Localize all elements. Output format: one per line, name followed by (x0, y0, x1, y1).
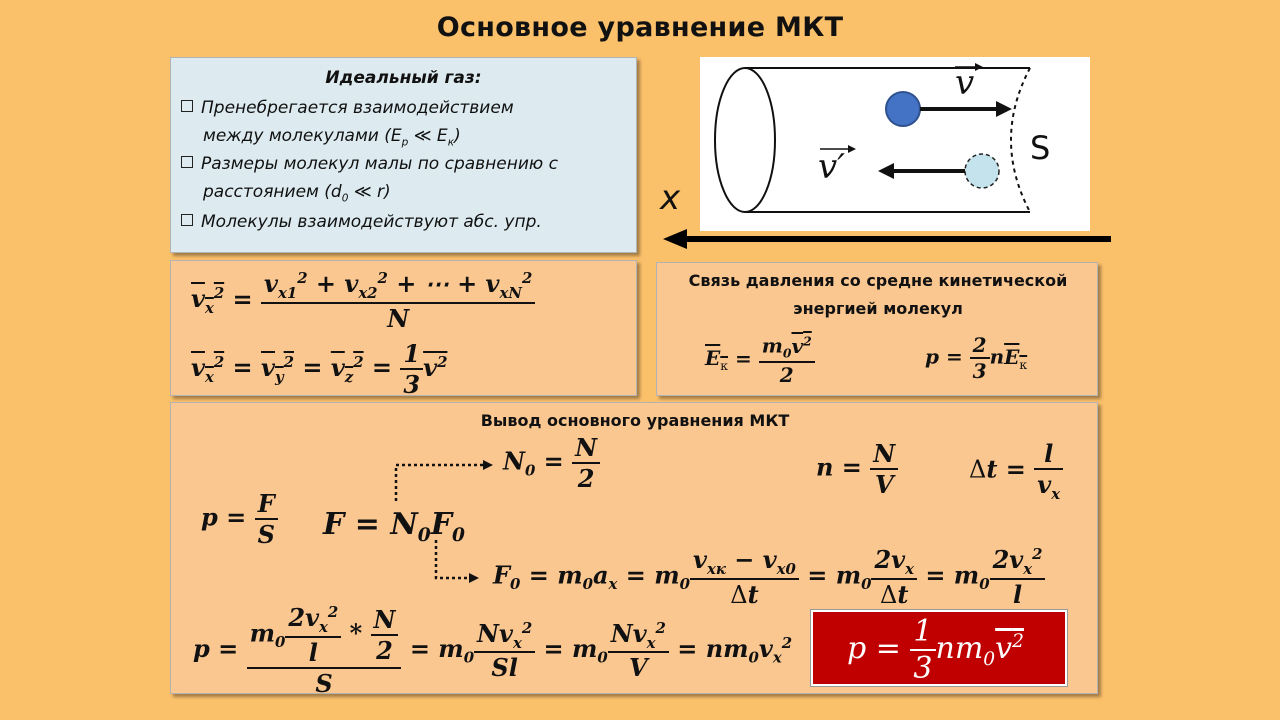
formula-result: p = $\frac{1}{3}$ $nm_0v^2$ (847, 614, 1024, 686)
ideal-gas-box (170, 57, 637, 253)
molecule-light (965, 154, 999, 188)
checkbox-icon (181, 100, 193, 112)
cylinder-left-end (715, 68, 775, 212)
item-2-line2: расстоянием ($d_0$ ≪ r) (203, 182, 391, 205)
formula-f: $F = N_0F_0$ (323, 507, 465, 546)
formula-dt: Δt = $\frac{l}{v_x}$ (969, 439, 1063, 503)
v-prime-label: v′ (818, 147, 845, 187)
velocity-arrow-head (996, 101, 1012, 117)
pressure-energy-heading-1: Связь давления со средне кинетической (688, 271, 1068, 290)
formula-p-nek: p = $\frac{2}{3}$ $nE_к$ (925, 333, 1028, 383)
derivation-heading: Вывод основного уравнения МКТ (480, 411, 790, 430)
formula-p-fs: p = $\frac{F}{S}$ (201, 489, 278, 549)
checkbox-icon (181, 214, 193, 226)
x-axis-arrow (655, 228, 1115, 252)
formula-n0: $N_0$ = $\frac{N}{2}$ (503, 433, 600, 493)
formula-n: n = $\frac{N}{V}$ (816, 439, 898, 499)
molecule-dark (886, 92, 920, 126)
item-2-line1: Размеры молекул малы по сравнению с (201, 154, 558, 174)
result-box (811, 610, 1067, 686)
derivation-box (170, 402, 1098, 698)
formula-vx-isotropy: $v_x^2 = v_y^2 = v_z^2$ = $\frac{1}{3}$ $v^2$ (191, 339, 448, 399)
ideal-gas-item-1 (181, 94, 631, 156)
checkbox-icon (181, 156, 193, 168)
item-1-line2: между молекулами ($E_p$ ≪ $E_к$) (203, 126, 461, 149)
s-label: S (1030, 129, 1051, 167)
pressure-energy-heading-2: энергией молекул (793, 299, 963, 318)
formula-f0: $F_0 = m_0a_x = m_0$ $\frac{v_{xк} - v_{x0}}{\Delta t}$ = $m_0$ $\frac{2v_x}{\Delta t}$ = $m_0$ $\frac{2v_x^2}{l}$ (493, 545, 1045, 609)
formula-p-derivation: p = $m_0$ $\frac{2v_x^2}{l}$ * $\frac{N}{2}$ S = $m_0$ $\frac{Nv_x^2}{Sl}$ = $m_0$ $\frac{Nv_x^2}{V}$ = $nm_0v_x^2$ (193, 603, 793, 698)
ideal-gas-heading: Идеальный газ: (325, 68, 482, 88)
pressure-energy-box (656, 262, 1098, 396)
formula-vx-avg: $v_x^2$ = $\frac{v_{x1}^2 + v_{x2}^2 + \cdots + v_{xN}^2}{N}$ (191, 269, 535, 333)
x-axis-label: x (660, 178, 681, 218)
velocity-average-box (170, 260, 637, 399)
ideal-gas-item-2 (181, 150, 631, 212)
page-title: Основное уравнение МКТ (436, 12, 844, 43)
item-1-line1: Пренебрегается взаимодействием (201, 98, 514, 118)
area-s-dashed-edge (1011, 68, 1030, 212)
item-3-line1: Молекулы взаимодействуют абс. упр. (201, 212, 542, 232)
v-label: v (955, 63, 975, 103)
dotted-arrow-down (429, 538, 489, 598)
cylinder-diagram (700, 57, 1090, 231)
formula-ek: $E_к$ = $\frac{m_0v^2}{2}$ (705, 333, 815, 387)
ideal-gas-item-3 (181, 208, 631, 236)
reflected-arrow-head (878, 163, 894, 179)
